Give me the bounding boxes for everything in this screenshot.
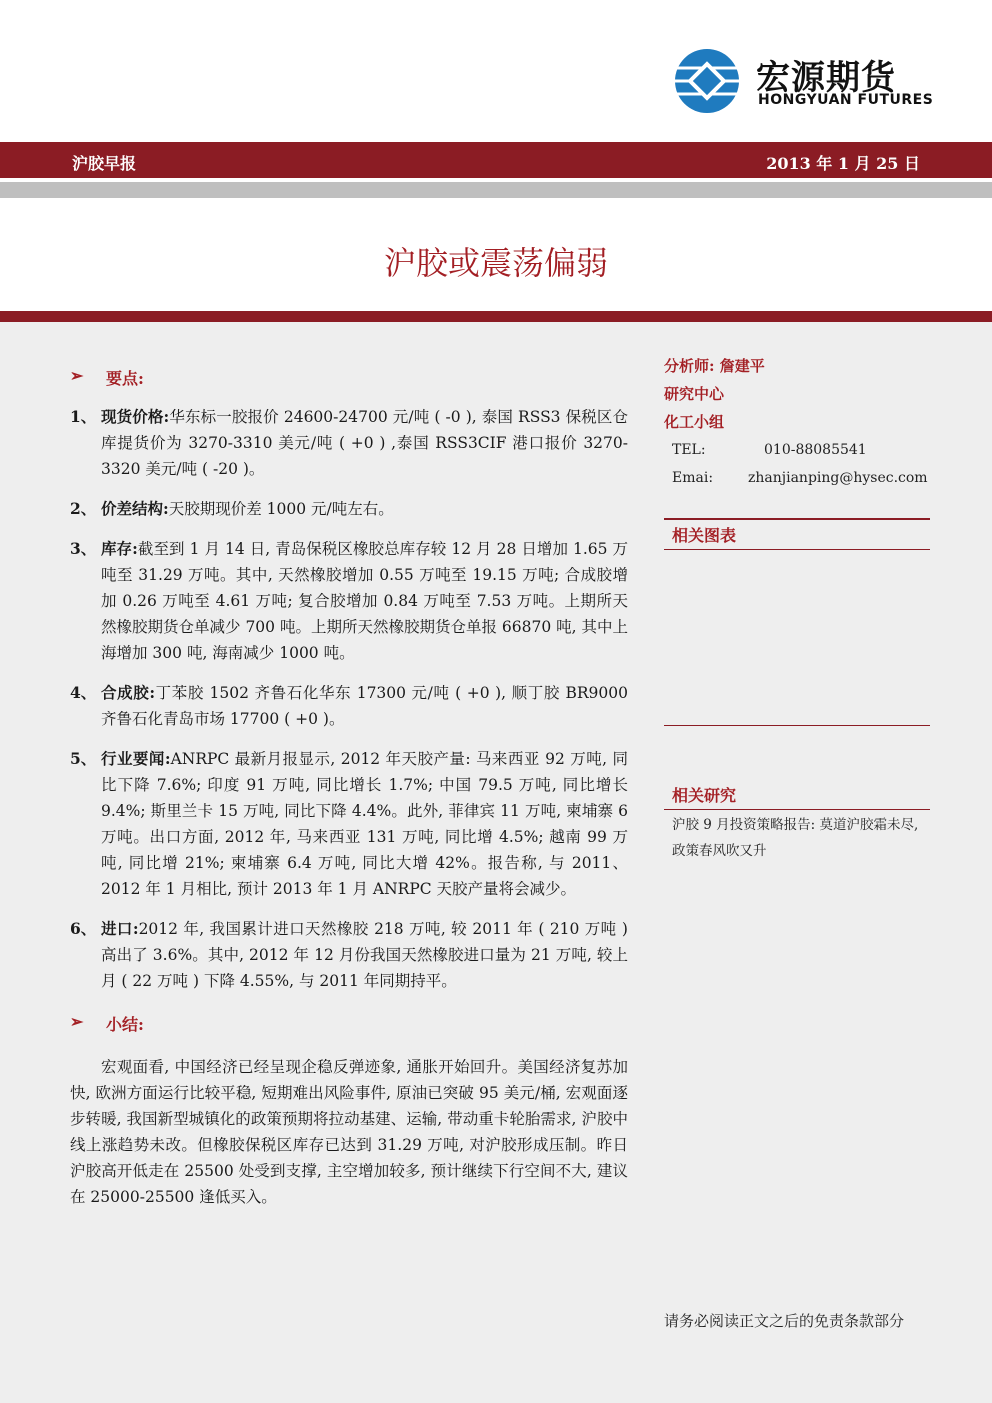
related-charts-heading: 相关图表 [672,526,737,545]
company-logo [674,48,934,114]
tel-label: TEL: [672,442,706,458]
brand-name-cn: 宏源期货 [756,58,896,98]
list-item [70,496,628,522]
list-item [70,404,628,482]
list-item [70,680,628,732]
arrow-icon: ➢ [70,1012,84,1031]
item-number: 2、 [70,499,97,518]
related-charts-area [664,550,930,725]
disclaimer-note: 请务必阅读正文之后的免责条款部分 [663,1312,904,1330]
related-charts-box [664,518,930,726]
report-type: 沪胶早报 [72,154,137,173]
divider [664,725,930,726]
arrow-icon: ➢ [70,366,84,385]
analyst-name: 分析师: 詹建平 [664,357,765,375]
tel-row [664,436,930,464]
body-divider [0,311,992,322]
report-date: 2013 年 1 月 25 日 [766,154,920,173]
report-title: 沪胶或震荡偏弱 [383,244,608,282]
hongyuan-logo-icon [674,48,744,114]
department: 研究中心 [664,385,725,403]
item-text: ANRPC 最新月报显示, 2012 年天胶产量: 马来西亚 92 万吨, 同比下降 7.6%; 印度 91 万吨, 同比增长 1.7%; 中国 79.5 万吨, 同比增长 9.4%; 斯里兰卡 15 万吨, 同比下降 4.4%。此外, 菲律宾 11 万吨, 柬埔寨 6 万吨。出口方面, 2012 年, 马来西亚 131 万吨, 同比增 4.5%; 越南 99 万吨, 同比增 21%; 柬埔寨 6.4 万吨, 同比大增 42%。报告称, 与 2011、2012 年 1 月相比, 预计 2013 年 1 月 ANRPC 天胶产量将会减少。 [101,750,628,898]
item-number: 1、 [70,407,97,426]
list-item [70,916,628,994]
email-value: zhanjianping@hysec.com [748,470,928,486]
email-label: Emai: [672,470,714,486]
item-text: 截至到 1 月 14 日, 青岛保税区橡胶总库存较 12 月 28 日增加 1.65 万吨至 31.29 万吨。其中, 天然橡胶增加 0.55 万吨至 19.15 万吨; 合成胶增加 0.26 万吨至 4.61 万吨; 复合胶增加 0.84 万吨至 7.53 万吨。上期所天然橡胶期货仓单减少 700 吨。上期所天然橡胶期货仓单报 66870 吨, 其中上海增加 300 吨, 海南减少 1000 吨。 [101,540,628,662]
item-number: 3、 [70,539,97,558]
item-label: 现货价格: [101,407,170,426]
related-research-box [664,780,930,866]
main-content [70,366,628,1210]
brand-name-en: HONGYUAN FUTURES [758,92,934,108]
item-label: 行业要闻: [101,749,171,768]
group-name: 化工小组 [664,413,725,431]
item-label: 合成胶: [101,683,156,702]
key-points-heading [70,366,628,394]
email-row [664,464,930,492]
tel-value: 010-88085541 [764,442,867,458]
list-item [70,536,628,666]
item-label: 库存: [101,539,138,558]
item-number: 6、 [70,919,97,938]
item-text: 天胶期现价差 1000 元/吨左右。 [168,500,394,518]
item-label: 进口: [101,919,139,938]
related-research-link[interactable]: 沪胶 9 月投资策略报告: 莫道沪胶霜未尽, 政策春风吹又升 [672,817,919,859]
item-label: 价差结构: [101,499,169,518]
header-divider [0,182,992,198]
analyst-info [664,352,930,492]
item-number: 5、 [70,749,97,768]
key-points-label: 要点: [106,369,144,388]
summary-label: 小结: [106,1015,144,1034]
summary-text: 宏观面看, 中国经济已经呈现企稳反弹迹象, 通胀开始回升。美国经济复苏加快, 欧洲方面运行比较平稳, 短期难出风险事件, 原油已突破 95 美元/桶, 宏观面逐步转暖, 我国新型城镇化的政策预期将拉动基建、运输, 带动重卡轮胎需求, 沪胶中线上涨趋势未改。但橡胶保税区库存已达到 31.29 万吨, 对沪胶形成压制。昨日沪胶高开低走在 25500 处受到支撑, 主空增加较多, 预计继续下行空间不大, 建议在 25000-25500 逢低买入。 [70,1058,628,1206]
item-number: 4、 [70,683,97,702]
list-item [70,746,628,902]
item-text: 2012 年, 我国累计进口天然橡胶 218 万吨, 较 2011 年 ( 210 万吨 ) 高出了 3.6%。其中, 2012 年 12 月份我国天然橡胶进口量为 21 万吨, 较上月 ( 22 万吨 ) 下降 4.55%, 与 2011 年同期持平。 [101,920,628,990]
related-research-heading: 相关研究 [672,786,737,805]
header-band [0,142,992,178]
item-text: 华东标一胶报价 24600-24700 元/吨 ( -0 ), 泰国 RSS3 保税区仓库提货价为 3270-3310 美元/吨 ( +0 ) ,泰国 RSS3CIF 港口报价 3270-3320 美元/吨 ( -20 )。 [101,408,628,478]
item-text: 丁苯胶 1502 齐鲁石化华东 17300 元/吨 ( +0 ), 顺丁胶 BR9000 齐鲁石化青岛市场 17700 ( +0 )。 [101,684,628,728]
summary-heading [70,1012,628,1040]
